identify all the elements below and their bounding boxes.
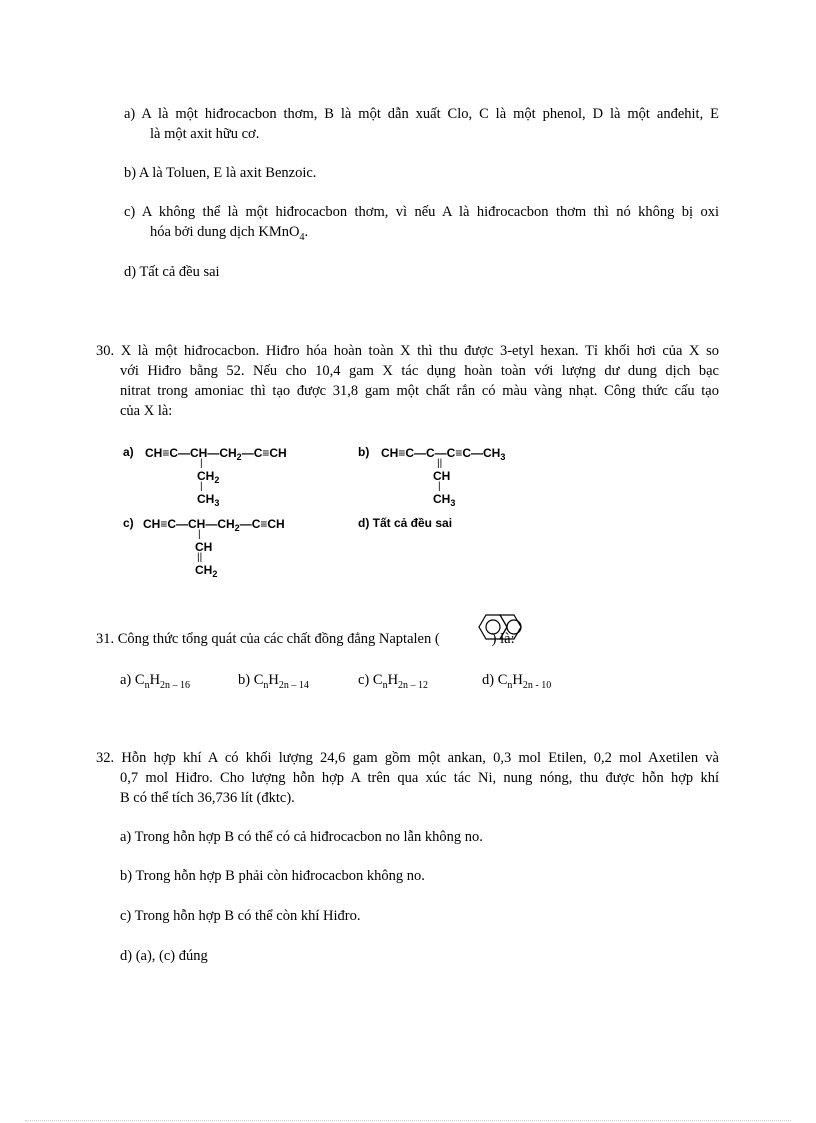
q30-b-label: b) xyxy=(358,445,370,459)
q31-option-a: a) $C_nH_{2n - 16}$ xyxy=(120,672,191,691)
q32-stem-line3: B có thể tích 36,736 lít (đktc). xyxy=(120,790,295,806)
q32-stem-line1: 32. Hỗn hợp khí A có khối lượng 24,6 gam gồm một ankan, 0,3 mol Etilen, 0,2 mol Axetilen và xyxy=(96,750,719,766)
q30-c-label: c) xyxy=(123,516,134,530)
q30-stem-line3: nitrat trong amoniac thì tạo được 31,8 gam một chất rắn có màu vàng nhạt. Công thức cấu tạo xyxy=(120,383,719,399)
q29-option-b: b) A là Toluen, E là axit Benzoic. xyxy=(124,165,317,181)
q30-c-bond1: | xyxy=(198,529,201,540)
q29-option-c-line1: c) A không thể là một hiđrocacbon thơm, vì nếu A là hiđrocacbon thơm thì nó không bị oxi xyxy=(124,204,719,220)
q30-b-branch2: $CH_3$ xyxy=(433,492,456,508)
q30-c-branch1: CH xyxy=(195,540,213,554)
q30-stem-line1: 30. X là một hiđrocacbon. Hiđro hóa hoàn toàn X thì thu được 3-etyl hexan. Tỉ khối hơi của X so xyxy=(96,343,719,359)
q32-option-b: b) Trong hỗn hợp B phải còn hiđrocacbon không no. xyxy=(120,868,425,884)
q30-b-bond2: | xyxy=(438,481,441,492)
q30-b-formula: $CH\equiv C—C—C\equiv C—CH_3$ xyxy=(381,446,506,462)
q30-c-formula: $CH\equiv C—CH—CH_2—C\equiv CH$ xyxy=(143,517,285,533)
q30-b-bond1: || xyxy=(437,458,443,469)
q30-b-branch1: CH xyxy=(433,469,451,483)
q31-option-b: b) $C_nH_{2n - 14}$ xyxy=(238,672,309,691)
q31-option-d: d) $C_nH_{2n - 10}$ xyxy=(482,672,552,691)
naphthalene-structure-icon xyxy=(476,608,530,646)
q32-stem-line2: 0,7 mol Hiđro. Cho lượng hỗn hợp A trên qua xúc tác Ni, nung nóng, thu được hỗn hợp khí xyxy=(120,770,719,786)
q30-a-bond1: | xyxy=(200,458,203,469)
q29-option-a-line2: là một axit hữu cơ. xyxy=(150,126,260,142)
q30-stem-line2: với Hiđro bằng 52. Nếu cho 10,4 gam X tác dụng hoàn toàn với lượng dư dung dịch bạc xyxy=(120,363,719,379)
page-bottom-divider xyxy=(25,1120,791,1121)
q30-option-d: d) Tất cả đều sai xyxy=(358,516,453,530)
q32-option-a: a) Trong hỗn hợp B có thể có cả hiđrocacbon no lẫn không no. xyxy=(120,829,483,845)
q31-option-c: c) $C_nH_{2n - 12}$ xyxy=(358,672,429,691)
q31-stem: 31. Công thức tổng quát của các chất đồng đẳng Naptalen ( ) là: xyxy=(96,631,515,647)
q29-option-d: d) Tất cả đều sai xyxy=(124,264,220,280)
q30-stem-line4: của X là: xyxy=(120,403,173,419)
q30-c-bond2: || xyxy=(197,552,203,563)
q30-c-branch2: $CH_2$ xyxy=(195,563,218,579)
q32-option-d: d) (a), (c) đúng xyxy=(120,948,208,964)
q30-a-branch2: $CH_3$ xyxy=(197,492,220,508)
q29-option-a-line1: a) A là một hiđrocacbon thơm, B là một dẫn xuất Clo, C là một phenol, D là một anđehit, E xyxy=(124,106,719,122)
q30-a-bond2: | xyxy=(200,481,203,492)
q30-a-formula: $CH\equiv C—CH—CH_2—C\equiv CH$ xyxy=(145,446,287,462)
q30-a-label: a) xyxy=(123,445,134,459)
q32-option-c: c) Trong hỗn hợp B có thể còn khí Hiđro. xyxy=(120,908,361,924)
q30-a-branch1: $CH_2$ xyxy=(197,469,220,485)
q29-option-c-line2: hóa bởi dung dịch KMnO$_4$. xyxy=(150,224,309,243)
